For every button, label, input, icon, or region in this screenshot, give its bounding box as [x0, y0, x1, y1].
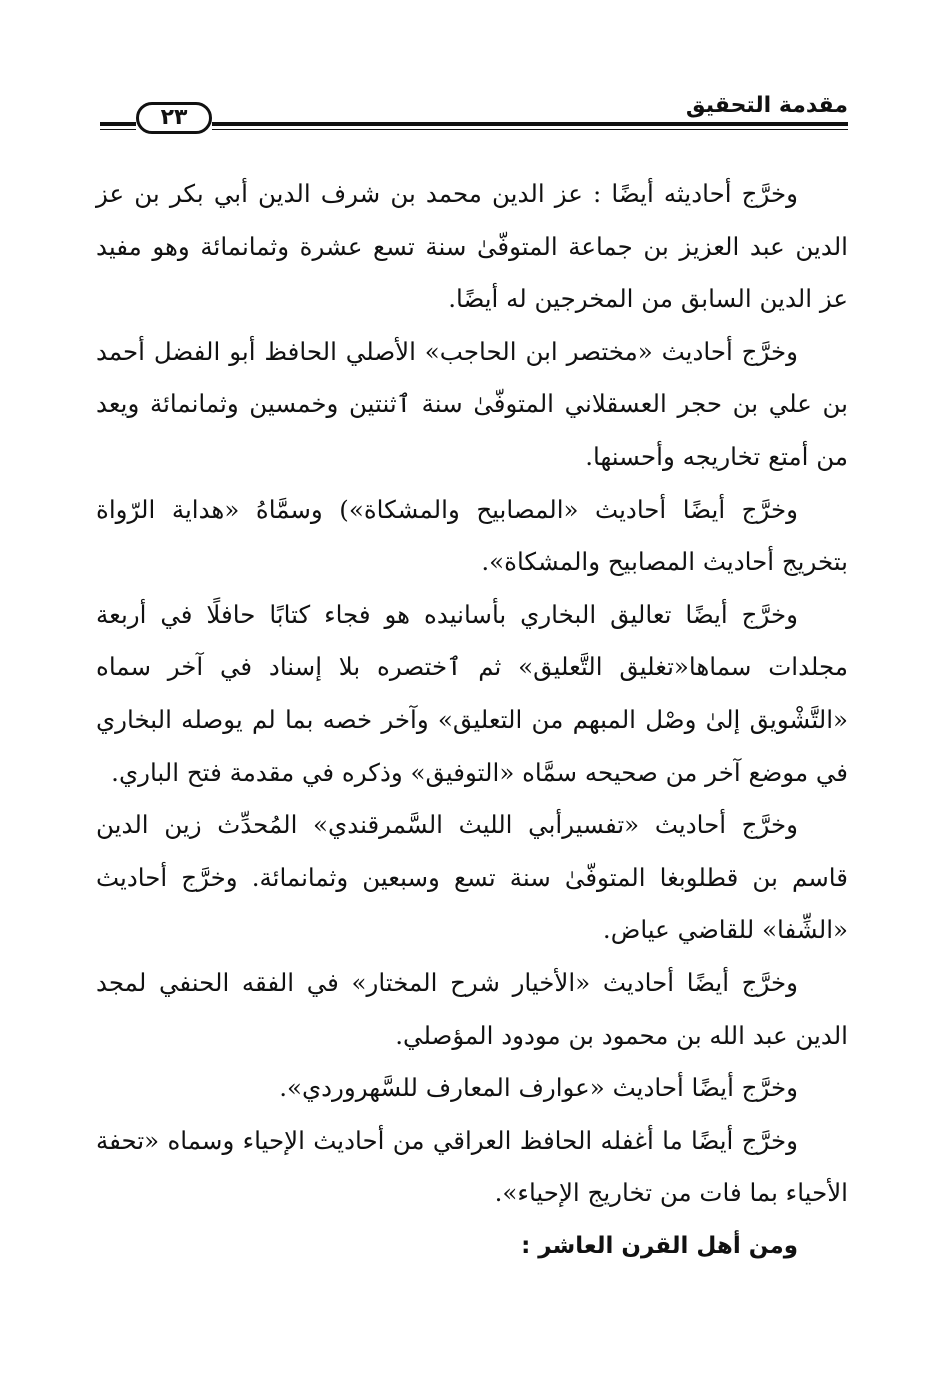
- paragraph: وخرَّج أيضًا أحاديث «الأخيار شرح المختار» في الفقه الحنفي لمجد الدين عبد الله بن محمود بن مودود المؤصلي.: [96, 967, 848, 1050]
- paragraph: وخرَّج أيضًا تعاليق البخاري بأسانيده هو فجاء كتابًا حافلًا في أربعة مجلدات سماها«تغليق التَّعليق» ثم ٱختصره بلا إسناد في آخر سماه «التَّشْويق إلىٰ وصْل المبهم من التعليق» وآخر خصه بما لم يوصله البخاري في موضع آخر من صحيحه سمَّاه «التوفيق» وذكره في مقدمة فتح الباري.: [96, 599, 848, 787]
- page-header: [100, 92, 848, 136]
- paragraph: وخرَّج أحاديثه أيضًا : عز الدين محمد بن شرف الدين أبي بكر بن عز الدين عبد العزيز بن جماعة المتوفّىٰ سنة تسع عشرة وثمانمائة وهو مفيد عز الدين السابق من المخرجين له أيضًا.: [96, 179, 848, 314]
- paragraph: وخرَّج أيضًا ما أغفله الحافظ العراقي من أحاديث الإحياء وسماه «تحفة الأحياء بما فات من تخاريج الإحياء».: [96, 1125, 848, 1208]
- paragraph: وخرَّج أحاديث «تفسيرأبي الليث السَّمرقندي» المُحدِّث زين الدين قاسم بن قطلوبغا المتوفّىٰ سنة تسع وسبعين وثمانمائة. وخرَّج أحاديث «الشِّفا» للقاضي عياض.: [96, 810, 848, 945]
- running-title: مقدمة التحقيق: [685, 93, 848, 118]
- header-rule-left-thin: [100, 129, 136, 130]
- section-heading: ومن أهل القرن العاشر :: [521, 1232, 798, 1259]
- header-rule-thick: [212, 122, 848, 126]
- page-number: ٢٣: [136, 102, 212, 134]
- header-rule-left-thick: [100, 122, 136, 126]
- paragraph: وخرَّج أيضًا أحاديث «المصابيح والمشكاة») وسمَّاهُ «هداية الرّواة بتخريج أحاديث المصابيح والمشكاة».: [96, 494, 848, 577]
- paragraph: وخرَّج أيضًا أحاديث «عوارف المعارف للسَّهروردي».: [279, 1073, 798, 1103]
- page-body: [96, 168, 848, 1272]
- header-rule-thin: [212, 129, 848, 130]
- paragraph: وخرَّج أحاديث «مختصر ابن الحاجب» الأصلي الحافظ أبو الفضل أحمد بن علي بن حجر العسقلاني المتوفّىٰ سنة ٱثنتين وخمسين وثمانمائة ويعد من أمتع تخاريجه وأحسنها.: [96, 336, 848, 471]
